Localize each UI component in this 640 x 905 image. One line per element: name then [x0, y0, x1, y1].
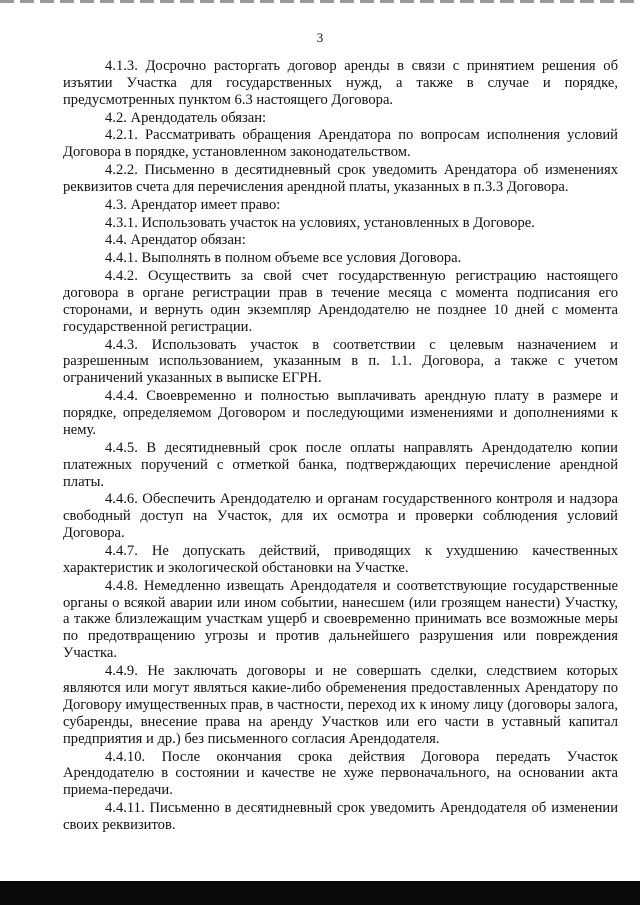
scan-bottom-bar: [0, 881, 640, 905]
paragraph-4-4-7: 4.4.7. Не допускать действий, приводящих к ухудшению качественных характеристик и экологической обстановки на Участке.: [63, 542, 618, 576]
paragraph-4-4-3: 4.4.3. Использовать участок в соответствии с целевым назначением и разрешенным использованием, указанным в п. 1.1. Договора, а также с учетом ограничений указанных в выписке ЕГРН.: [63, 336, 618, 387]
paragraph-4-3: 4.3. Арендатор имеет право:: [105, 196, 281, 213]
paragraph-4-4-8: 4.4.8. Немедленно извещать Арендодателя и соответствующие государственные органы о всякой аварии или ином событии, нанесшем (или грозящем нанести) Участку, а также близлежащим участкам ущерб и своевременно принимать все возможные меры по предотвращению угрозы и против дальнейшего разрушения или повреждения Участка.: [63, 577, 618, 662]
paragraph-4-4-9: 4.4.9. Не заключать договоры и не совершать сделки, следствием которых являются или могут являться какие-либо обременения предоставленных Арендатору по Договору имущественных прав, в частности, переход их к иному лицу (договоры залога, субаренды, внесение права на аренду Участков или его части в уставный капитал предприятия и др.) без письменного согласия Арендодателя.: [63, 663, 618, 747]
paragraph-4-4-6: 4.4.6. Обеспечить Арендодателю и органам государственного контроля и надзора свободный доступ на Участок, для их осмотра и проверки соблюдения условий Договора.: [63, 491, 618, 542]
page-number: 3: [316, 30, 324, 45]
paragraph-4-1-3: 4.1.3. Досрочно расторгать договор аренды в связи с принятием решения об изъятии Участка для государственных нужд, а также в случае и порядке, предусмотренных пунктом 6.3 настоящего Договора.: [63, 58, 618, 108]
scan-top-edge: [0, 0, 640, 3]
paragraph-4-4-4: 4.4.4. Своевременно и полностью выплачивать арендную плату в размере и порядке, определяемом Договором и последующими изменениями и дополнениями к нему.: [63, 388, 618, 438]
paragraph-4-4-10: 4.4.10. После окончания срока действия Договора передать Участок Арендодателю в состоянии и качестве не хуже первоначального, на основании акта приема-передачи.: [63, 748, 618, 799]
paragraph-4-3-1: 4.3.1. Использовать участок на условиях, установленных в Договоре.: [105, 214, 535, 231]
paragraph-4-4-1: 4.4.1. Выполнять в полном объеме все условия Договора.: [105, 250, 462, 267]
paragraph-4-2-2: 4.2.2. Письменно в десятидневный срок уведомить Арендатора об изменениях реквизитов счета для перечисления арендной платы, указанных в п.3.3 Договора.: [63, 162, 618, 196]
paragraph-4-4-11: 4.4.11. Письменно в десятидневный срок уведомить Арендодателя об изменении своих реквизитов.: [63, 800, 618, 834]
paragraph-4-2: 4.2. Арендодатель обязан:: [105, 109, 267, 126]
paragraph-4-4-5: 4.4.5. В десятидневный срок после оплаты направлять Арендодателю копии платежных поручений с отметкой банка, подтверждающих перечисление арендной платы.: [63, 439, 618, 490]
paragraph-4-4: 4.4. Арендатор обязан:: [105, 232, 246, 249]
paragraph-4-2-1: 4.2.1. Рассматривать обращения Арендатора по вопросам исполнения условий Договора в порядке, установленном законодательством.: [63, 127, 618, 161]
paragraph-4-4-2: 4.4.2. Осуществить за свой счет государственную регистрацию настоящего договора в органе регистрации прав в течение месяца с момента подписания его сторонами, и вернуть один экземпляр Арендодателю не позднее 10 дней с момента государственной регистрации.: [63, 268, 618, 335]
document-body: [63, 58, 618, 834]
